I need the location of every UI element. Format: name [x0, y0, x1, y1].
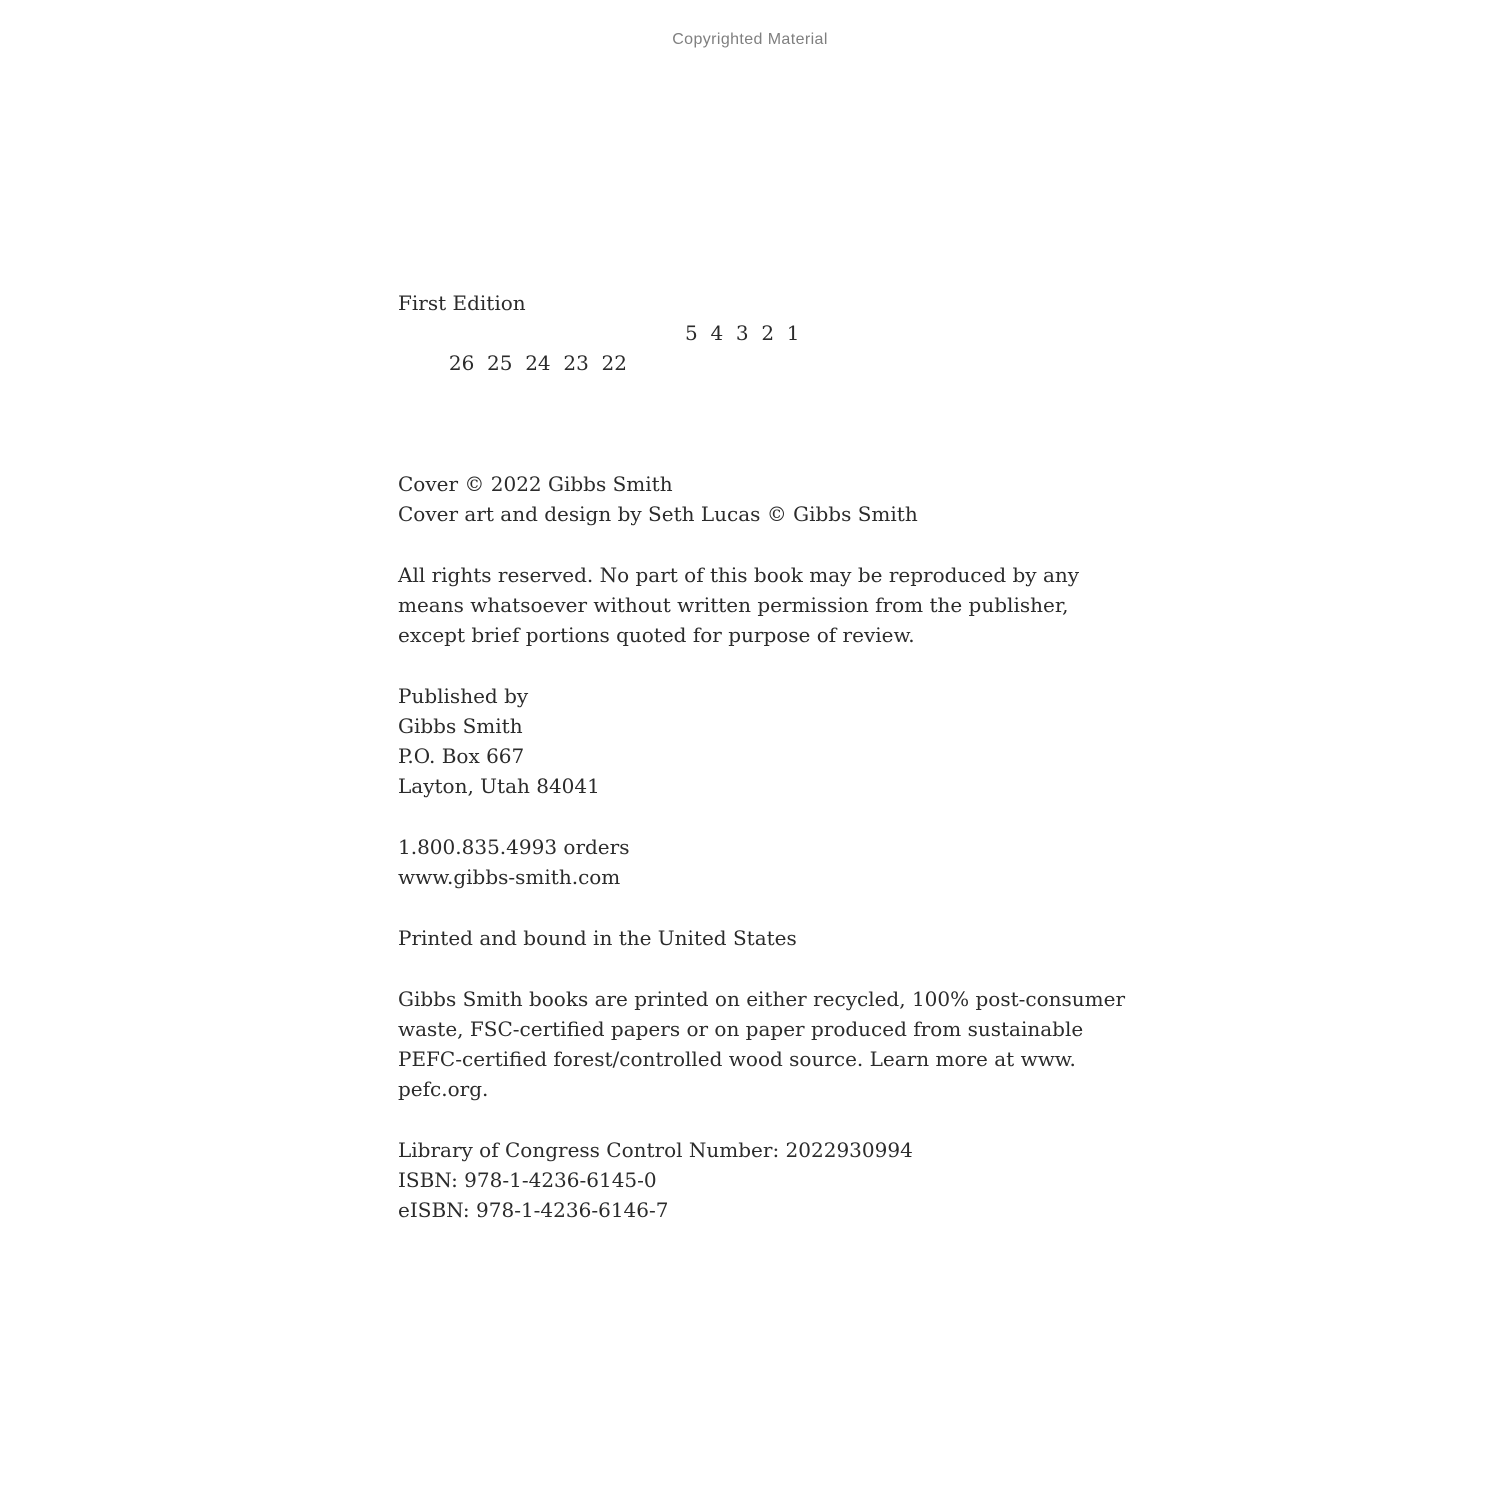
- paper-line-4: pefc.org.: [398, 1077, 489, 1101]
- contact-block: [398, 832, 1158, 892]
- publisher-city-line: Layton, Utah 84041: [398, 774, 600, 798]
- publisher-address-block: [398, 681, 1158, 801]
- print-run-numbers-left: 26 25 24 23 22: [448, 351, 627, 375]
- published-by-line: Published by: [398, 684, 529, 708]
- printed-bound-line: Printed and bound in the United States: [398, 926, 797, 950]
- cover-art-credit-line: Cover art and design by Seth Lucas © Gibbs Smith: [398, 502, 918, 526]
- edition-title: First Edition: [398, 291, 526, 315]
- publisher-pobox-line: P.O. Box 667: [398, 744, 525, 768]
- isbn-line: ISBN: 978-1-4236-6145-0: [398, 1168, 657, 1192]
- rights-line-2: means whatsoever without written permission from the publisher,: [398, 593, 1069, 617]
- edition-block: [398, 288, 1158, 438]
- publisher-name-line: Gibbs Smith: [398, 714, 523, 738]
- print-run-line: [398, 318, 1158, 438]
- orders-phone-line: 1.800.835.4993 orders: [398, 835, 630, 859]
- identifiers-block: [398, 1135, 1158, 1225]
- rights-line-1: All rights reserved. No part of this book may be reproduced by any: [398, 563, 1080, 587]
- cover-copyright-line: Cover © 2022 Gibbs Smith: [398, 472, 673, 496]
- paper-line-2: waste, FSC-certified papers or on paper produced from sustainable: [398, 1017, 1084, 1041]
- colophon-text-block: [398, 288, 1158, 1256]
- paper-line-1: Gibbs Smith books are printed on either recycled, 100% post-consumer: [398, 987, 1126, 1011]
- copyrighted-material-notice: Copyrighted Material: [672, 31, 828, 48]
- rights-line-3: except brief portions quoted for purpose of review.: [398, 623, 915, 647]
- lccn-line: Library of Congress Control Number: 2022930994: [398, 1138, 913, 1162]
- paper-sourcing-block: [398, 984, 1158, 1104]
- rights-reserved-block: [398, 560, 1158, 650]
- cover-credit-block: [398, 469, 1158, 529]
- printed-bound-block: [398, 923, 1158, 953]
- print-run-numbers-right: 5 4 3 2 1: [685, 321, 800, 345]
- eisbn-line: eISBN: 978-1-4236-6146-7: [398, 1198, 669, 1222]
- website-line: www.gibbs-smith.com: [398, 865, 621, 889]
- paper-line-3: PEFC-certified forest/controlled wood source. Learn more at www.: [398, 1047, 1076, 1071]
